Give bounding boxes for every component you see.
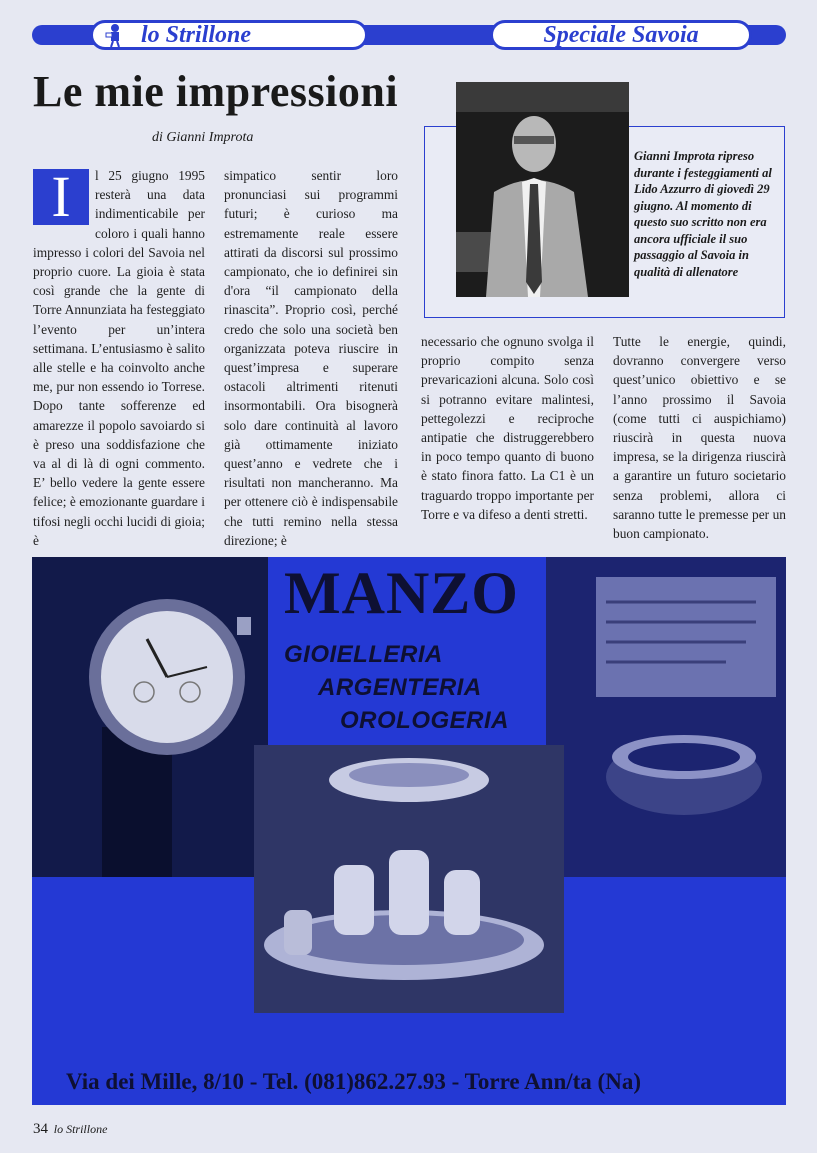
- text-column-2: simpatico sentir loro pronunciasi sui programmi futuri; è curioso ma estremamente reale essere attirati da discorsi sul prossimo campionato, che io definirei sin d'ora “il campionato della rinascita”. Proprio così, perché credo che solo una società ben organizzata poteva riuscire in quest’impresa e superare ostacoli altrimenti ritenuti insormontabili. Ora bisognerà solo dare continuità al lavoro già ottimamente iniziato quest’anno e vedrete che i risultati non mancheranno. Ma per ottenere ciò è indispensabile che tutti remino nella stessa direzione; è: [224, 168, 398, 548]
- ad-line-watches: OROLOGERIA: [340, 707, 510, 734]
- drop-cap: I: [33, 169, 89, 225]
- article-title: Le mie impressioni: [33, 67, 399, 116]
- newsboy-icon: [103, 22, 127, 48]
- jewelry-advertisement: [32, 557, 786, 1105]
- ad-address: Via dei Mille, 8/10 - Tel. (081)862.27.93 - Torre Ann/ta (Na): [66, 1069, 641, 1094]
- author-photo: [456, 82, 629, 297]
- magazine-title-pill: [90, 20, 368, 50]
- ad-line-silverware: ARGENTERIA: [318, 674, 482, 701]
- person-photo-icon: [456, 82, 629, 297]
- page-header: [32, 20, 786, 50]
- page-footer: [33, 1121, 107, 1138]
- bracelet-icon: [546, 557, 786, 877]
- wristwatch-icon: [32, 557, 268, 877]
- text-column-3: necessario che ognuno svolga il proprio compito senza prevaricazioni alcuna. Solo così si potranno evitare malintesi, pettegolezzi e reciproche antipatie che distruggerebbero in poco tempo quanto di buono è stato finora fatto. La C1 è un traguardo troppo importante per Torre e va difeso a denti stretti.: [421, 334, 594, 522]
- photo-caption: Gianni Improta ripreso durante i festeggiamenti al Lido Azzurro di giovedì 29 giugno. Al momento di questo suo scritto non era ancora ufficiale il suo passaggio al Savoia in qualità di allenatore: [634, 149, 772, 279]
- bracelet-photo: [546, 557, 786, 877]
- column-1-text: l 25 giugno 1995 resterà una data indimenticabile per coloro i quali hanno impresso i colori del Savoia nel proprio cuore. La gioia è stata così grande che la gente di Torre Annunziata ha festeggiato l’evento per un’intera settimana. L’entusiasmo è salito alle stelle e ha coinvolto anche me, pur non essendo io Torrese. Dopo tante sofferenze ed amarezze il popolo savoiardo si è preso una soddisfazione che va al di là di ogni commento. E’ bello vedere la gente essere felice; è emozionante guardare i tifosi negli occhi lucidi di gioia; è: [33, 168, 205, 548]
- section-title: Speciale Savoia: [543, 21, 699, 48]
- magazine-title: lo Strillone: [141, 21, 252, 48]
- text-column-1: [33, 166, 205, 550]
- ad-line-jewelry: GIOIELLERIA: [284, 641, 443, 668]
- article-byline: di Gianni Improta: [152, 130, 254, 145]
- page-number: 34: [33, 1121, 48, 1137]
- section-title-pill: [490, 20, 752, 50]
- silverware-photo: [254, 745, 564, 1013]
- silver-tea-set-icon: [254, 745, 564, 1013]
- text-column-4: Tutte le energie, quindi, dovranno convergere verso quest’unico obiettivo e se l’anno prossimo il Savoia (come tutti ci auspichiamo) riuscirà in questa nuova impresa, se la dirigenza riuscirà a garantire un futuro societario senza problemi, allora ci saranno tutte le premesse per un buon campionato.: [613, 334, 786, 542]
- watch-photo: [32, 557, 268, 877]
- ad-brand: MANZO: [284, 560, 519, 626]
- footer-magazine-name: lo Strillone: [53, 1122, 108, 1136]
